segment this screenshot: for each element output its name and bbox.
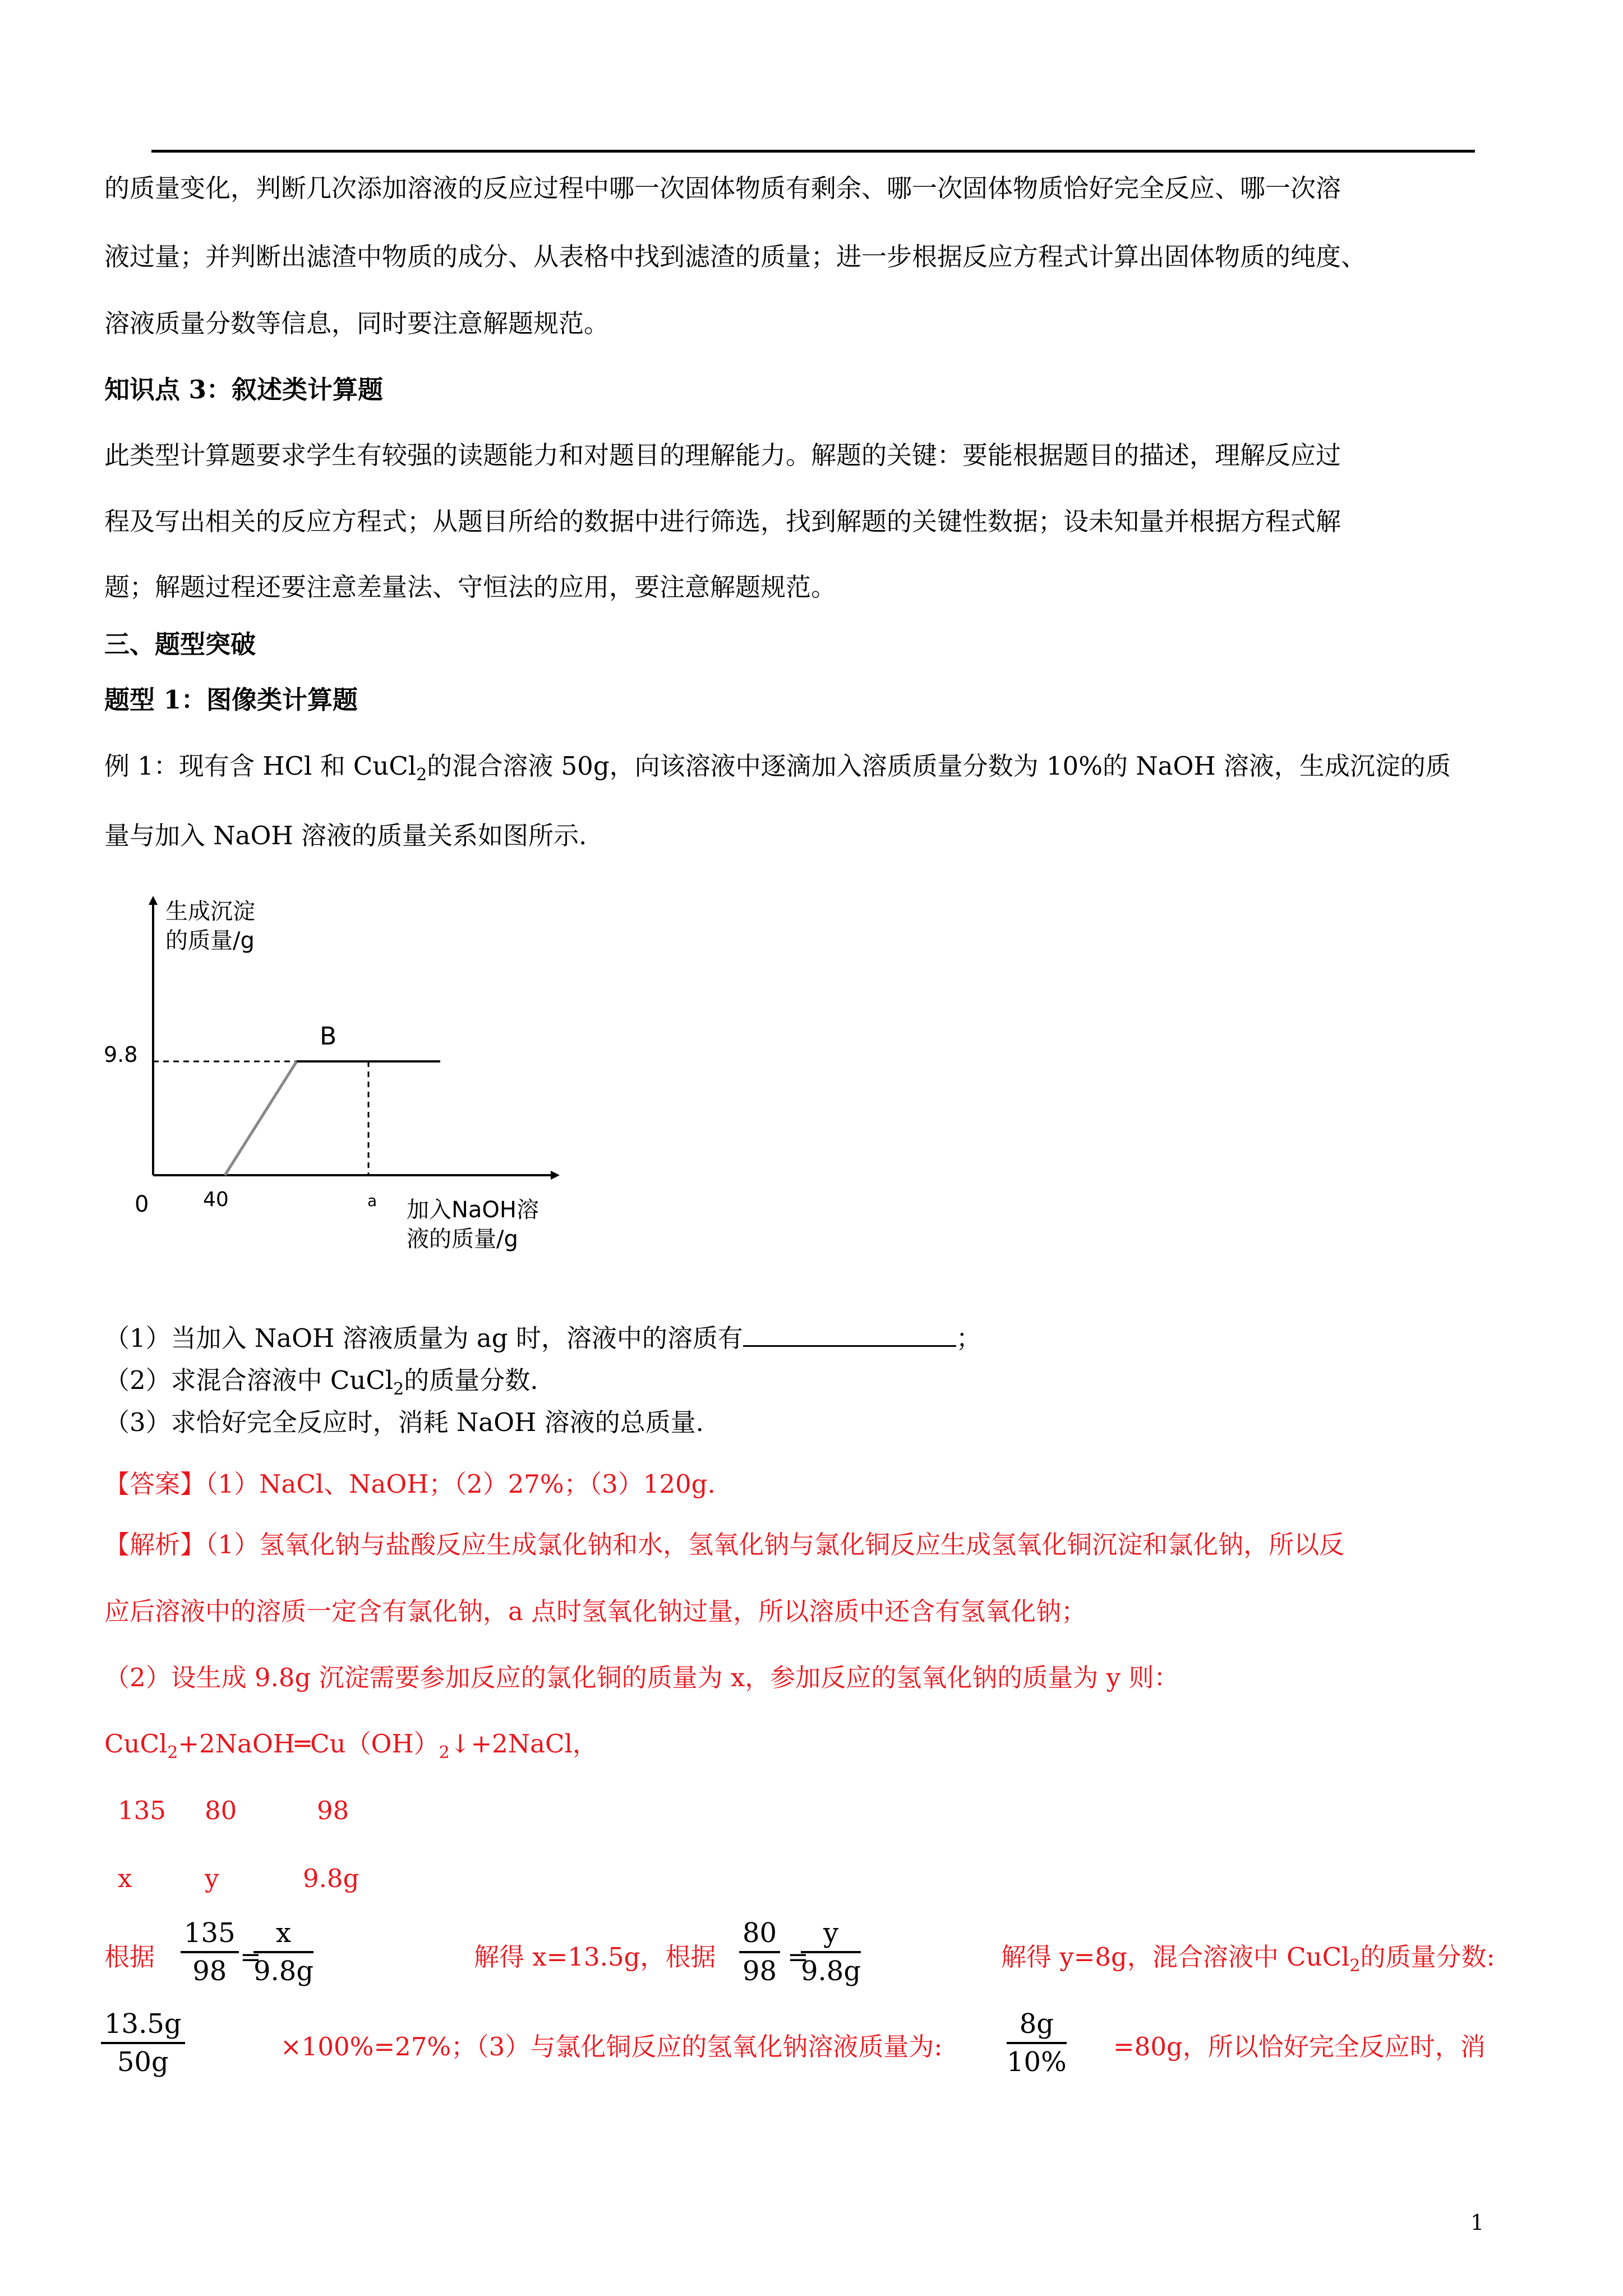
analysis-label: 【解析】 bbox=[104, 1530, 206, 1559]
paragraph-line: 液过量；并判断出滤渣中物质的成分、从表格中找到滤渣的质量；进一步根据反应方程式计算出固体物质的纯度、 bbox=[104, 242, 1367, 272]
equals-sign: = bbox=[240, 1942, 261, 1972]
fraction-denominator: 9.8g bbox=[253, 1955, 314, 1987]
text-run: ↓+2NaCl， bbox=[449, 1729, 598, 1759]
molar-mass: 98 bbox=[317, 1796, 349, 1825]
text-run: ； bbox=[956, 1323, 981, 1353]
paragraph-line: 程及写出相关的反应方程式；从题目所给的数据中进行筛选，找到解题的关键性数据；设未知量并根据方程式解 bbox=[104, 507, 1341, 536]
analysis-line: 应后溶液中的溶质一定含有氯化钠，a 点时氢氧化钠过量，所以溶质中还含有氢氧化钠； bbox=[104, 1596, 1087, 1626]
y-tick-label: 9.8 bbox=[104, 1042, 138, 1067]
calc-text: =80g，所以恰好完全反应时，消 bbox=[1113, 2032, 1486, 2062]
answer-text: （1）NaCl、NaOH；（2）27%；（3）120g. bbox=[205, 1469, 716, 1499]
subscript: 2 bbox=[416, 765, 427, 785]
question-2 bbox=[104, 1363, 538, 1407]
subscript: 2 bbox=[1349, 1956, 1361, 1976]
fraction bbox=[181, 1917, 239, 1987]
text-run: 的质量分数. bbox=[404, 1365, 538, 1395]
fraction bbox=[253, 1917, 313, 1987]
example-line bbox=[104, 749, 1451, 793]
fraction bbox=[739, 1917, 780, 1987]
paragraph-line: 的质量变化，判断几次添加溶液的反应过程中哪一次固体物质有剩余、哪一次固体物质恰好完全反应、哪一次溶 bbox=[104, 173, 1341, 203]
point-label: B bbox=[320, 1022, 337, 1051]
equals-sign: = bbox=[787, 1942, 809, 1972]
subscript: 2 bbox=[167, 1743, 178, 1763]
calc-text bbox=[1001, 1940, 1495, 1984]
x-tick-label: 40 bbox=[203, 1188, 229, 1211]
calc-text: ×100%=27%；（3）与氯化铜反应的氢氧化钠溶液质量为: bbox=[280, 2032, 943, 2062]
x-axis-label: 加入NaOH溶 bbox=[407, 1197, 539, 1223]
fraction-denominator: 50g bbox=[117, 2046, 169, 2078]
analysis-line: （2）设生成 9.8g 沉淀需要参加反应的氯化铜的质量为 x，参加反应的氢氧化钠的质量为 y 则： bbox=[104, 1663, 1179, 1692]
fraction bbox=[801, 1917, 861, 1987]
subscript: 2 bbox=[439, 1743, 450, 1763]
page-number: 1 bbox=[1470, 2210, 1484, 2235]
answer-label: 【答案】 bbox=[104, 1469, 206, 1499]
x-axis-label: 液的质量/g bbox=[407, 1226, 518, 1252]
y-axis-label: 的质量/g bbox=[165, 928, 255, 954]
fraction-numerator: 80 bbox=[739, 1917, 780, 1953]
fraction-numerator: 135 bbox=[181, 1917, 239, 1953]
calc-text: 根据 bbox=[104, 1942, 155, 1972]
section-heading: 题型 1：图像类计算题 bbox=[104, 685, 358, 715]
calc-text: 解得 x=13.5g，根据 bbox=[474, 1942, 716, 1972]
chemical-equation bbox=[104, 1727, 598, 1770]
origin-label: 0 bbox=[135, 1191, 149, 1217]
section-heading: 三、题型突破 bbox=[104, 629, 256, 659]
fraction-numerator: 8g bbox=[1007, 2008, 1067, 2044]
question-1 bbox=[104, 1321, 981, 1356]
series-line-rising bbox=[225, 1061, 297, 1175]
text-run: +2NaOH═Cu（OH） bbox=[178, 1729, 439, 1759]
precipitate-chart bbox=[84, 875, 589, 1268]
unknown-var: y bbox=[205, 1864, 219, 1893]
fraction bbox=[1007, 2008, 1067, 2078]
fraction bbox=[101, 2008, 185, 2078]
text-run: 的质量分数: bbox=[1360, 1942, 1495, 1972]
section-heading: 知识点 3：叙述类计算题 bbox=[104, 375, 383, 404]
text-run: （1）当加入 NaOH 溶液质量为 ag 时，溶液中的溶质有 bbox=[104, 1323, 743, 1353]
text-run: CuCl bbox=[104, 1729, 168, 1759]
unknown-var: x bbox=[118, 1864, 132, 1893]
known-value: 9.8g bbox=[303, 1864, 359, 1893]
fraction-numerator: x bbox=[253, 1917, 313, 1953]
text-run: 例 1：现有含 HCl 和 CuCl bbox=[104, 751, 417, 781]
text-run: （2）求混合溶液中 CuCl bbox=[104, 1365, 394, 1395]
example-line: 量与加入 NaOH 溶液的质量关系如图所示. bbox=[104, 821, 587, 850]
molar-mass: 135 bbox=[118, 1796, 166, 1825]
x-tick-label: a bbox=[367, 1191, 377, 1210]
fraction-denominator: 98 bbox=[192, 1955, 227, 1987]
analysis-text: （1）氢氧化钠与盐酸反应生成氯化钠和水，氢氧化钠与氯化铜反应生成氢氧化铜沉淀和氯化钠，所以反 bbox=[205, 1530, 1345, 1559]
paragraph-line: 此类型计算题要求学生有较强的读题能力和对题目的理解能力。解题的关键：要能根据题目的描述，理解反应过 bbox=[104, 440, 1341, 470]
subscript: 2 bbox=[393, 1379, 404, 1399]
answer-blank[interactable] bbox=[743, 1323, 956, 1347]
analysis-line bbox=[104, 1527, 1344, 1562]
paragraph-line: 溶液质量分数等信息，同时要注意解题规范。 bbox=[104, 309, 610, 338]
fraction-numerator: y bbox=[801, 1917, 861, 1953]
question-3: （3）求恰好完全反应时，消耗 NaOH 溶液的总质量. bbox=[104, 1407, 704, 1437]
molar-mass: 80 bbox=[205, 1796, 237, 1825]
y-axis-label: 生成沉淀 bbox=[165, 899, 255, 924]
fraction-denominator: 98 bbox=[743, 1955, 777, 1987]
header-rule bbox=[151, 150, 1475, 153]
text-run: 的混合溶液 50g，向该溶液中逐滴加入溶质质量分数为 10%的 NaOH 溶液，生成沉淀的质 bbox=[427, 751, 1451, 781]
text-run: 解得 y=8g，混合溶液中 CuCl bbox=[1001, 1942, 1350, 1972]
fraction-denominator: 10% bbox=[1007, 2046, 1067, 2078]
answer-line bbox=[104, 1467, 716, 1502]
fraction-denominator: 9.8g bbox=[801, 1955, 861, 1987]
paragraph-line: 题；解题过程还要注意差量法、守恒法的应用，要注意解题规范。 bbox=[104, 572, 837, 602]
fraction-numerator: 13.5g bbox=[101, 2008, 185, 2044]
